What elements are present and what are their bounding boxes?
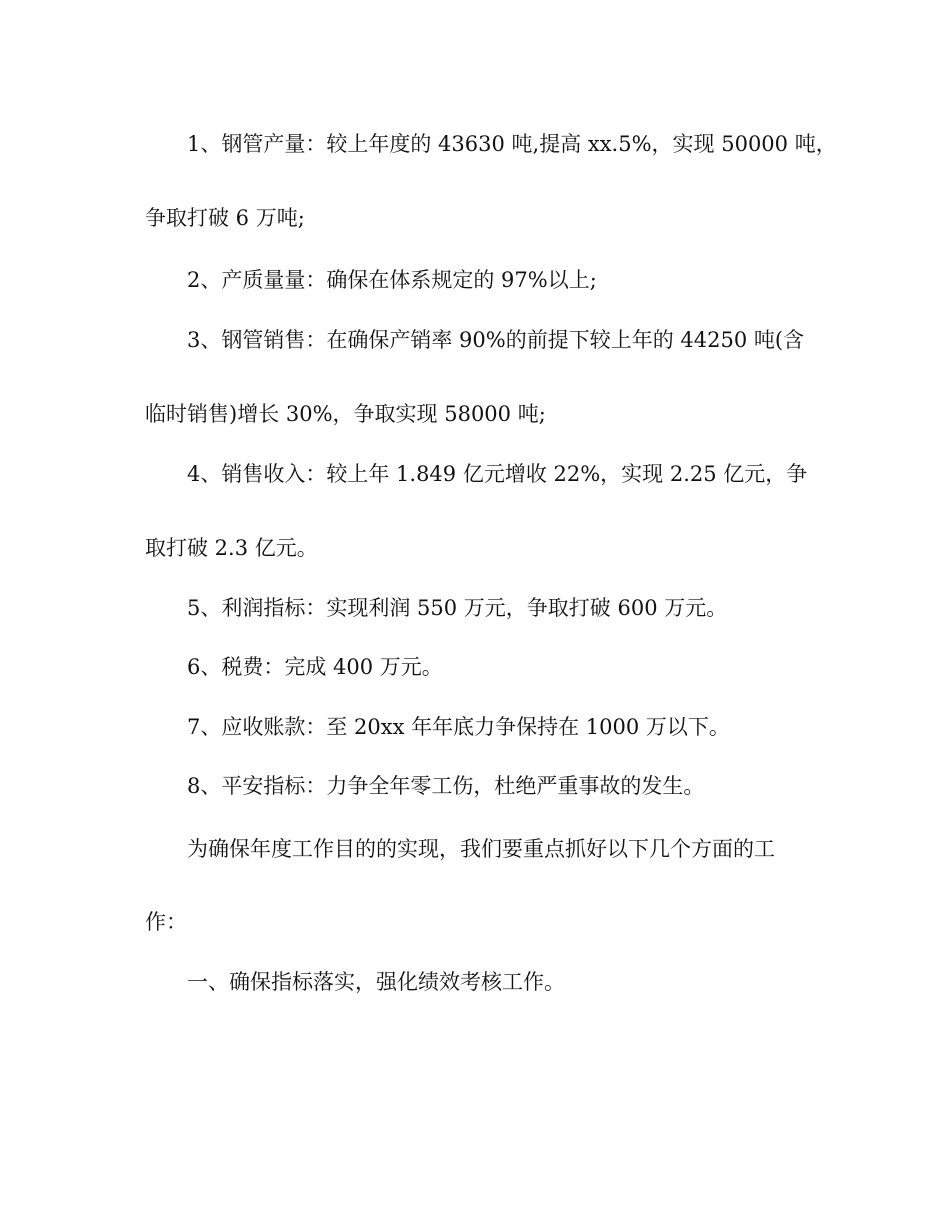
item-4-sales-revenue: 4、销售收入：较上年 1.849 亿元增收 22%，实现 2.25 亿元，争 (187, 462, 808, 486)
item-4-continuation: 取打破 2.3 亿元。 (145, 536, 318, 560)
item-2-product-quality: 2、产质量量：确保在体系规定的 97%以上; (187, 268, 597, 292)
item-8-safety: 8、平安指标：力争全年零工伤，杜绝严重事故的发生。 (187, 774, 705, 798)
item-1-continuation: 争取打破 6 万吨; (145, 206, 305, 230)
intro-paragraph-continuation: 作： (145, 910, 187, 934)
item-3-steel-pipe-sales: 3、钢管销售：在确保产销率 90%的前提下较上年的 44250 吨(含 (187, 328, 805, 352)
section-heading-1: 一、确保指标落实，强化绩效考核工作。 (187, 970, 565, 994)
item-5-profit: 5、利润指标：实现利润 550 万元，争取打破 600 万元。 (187, 596, 728, 620)
item-1-steel-pipe-output: 1、钢管产量：较上年度的 43630 吨,提高 xx.5%，实现 50000 吨， (187, 132, 837, 156)
item-3-continuation: 临时销售)增长 30%，争取实现 58000 吨; (145, 402, 546, 426)
intro-paragraph: 为确保年度工作目的的实现，我们要重点抓好以下几个方面的工 (187, 837, 775, 861)
item-7-receivables: 7、应收账款：至 20xx 年年底力争保持在 1000 万以下。 (187, 715, 730, 739)
item-6-taxes: 6、税费：完成 400 万元。 (187, 655, 443, 679)
